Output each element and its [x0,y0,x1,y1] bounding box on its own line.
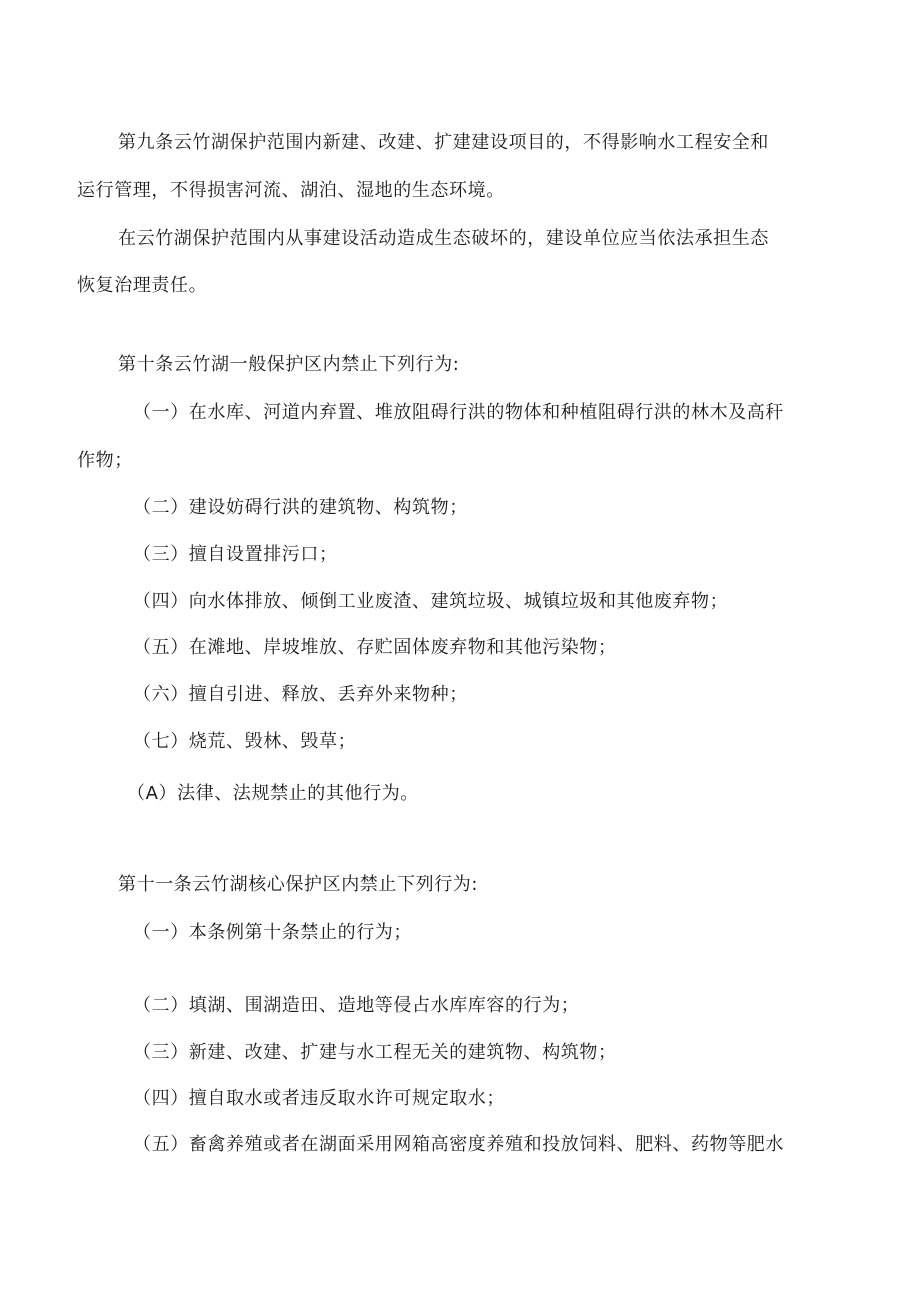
article-11-item-5: （五）畜禽养殖或者在湖面采用网箱高密度养殖和投放饲料、肥料、药物等肥水 [133,1134,784,1155]
article-10-item-3: （三）擅自设置排污口； [133,544,338,565]
article-10-item-6: （六）擅自引进、释放、丢弃外来物种； [133,684,468,705]
article-9-paragraph-2-line-1: 在云竹湖保护范围内从事建设活动造成生态破坏的，建设单位应当依法承担生态 [118,228,769,249]
article-10-item-1-line-1: （一）在水库、河道内弃置、堆放阻碍行洪的物体和种植阻碍行洪的林木及高秆 [133,402,784,423]
article-10-heading: 第十条云竹湖一般保护区内禁止下列行为: [118,354,460,375]
article-11-item-2: （二）填湖、围湖造田、造地等侵占水库库容的行为； [133,995,580,1016]
article-10-item-7: （七）烧荒、毁林、毁草； [133,731,357,752]
article-11-item-4: （四）擅自取水或者违反取水许可规定取水； [133,1088,505,1109]
article-11-heading: 第十一条云竹湖核心保护区内禁止下列行为: [118,874,479,895]
article-10-item-1-line-2: 作物； [77,450,133,471]
article-9-paragraph-1-line-1: 第九条云竹湖保护范围内新建、改建、扩建建设项目的，不得影响水工程安全和 [118,132,769,153]
article-9-paragraph-2-line-2: 恢复治理责任。 [77,275,208,296]
article-11-item-1: （一）本条例第十条禁止的行为； [133,922,412,943]
article-10-item-2: （二）建设妨碍行洪的建筑物、构筑物； [133,497,468,518]
article-10-item-4: （四）向水体排放、倾倒工业废渣、建筑垃圾、城镇垃圾和其他废弃物； [133,591,729,612]
article-11-item-3: （三）新建、改建、扩建与水工程无关的建筑物、构筑物； [133,1042,617,1063]
article-9-paragraph-1-line-2: 运行管理，不得损害河流、湖泊、湿地的生态环境。 [77,180,505,201]
article-10-item-5: （五）在滩地、岸坡堆放、存贮固体废弃物和其他污染物； [133,637,617,658]
article-10-item-8: （A）法律、法规禁止的其他行为。 [127,783,419,804]
